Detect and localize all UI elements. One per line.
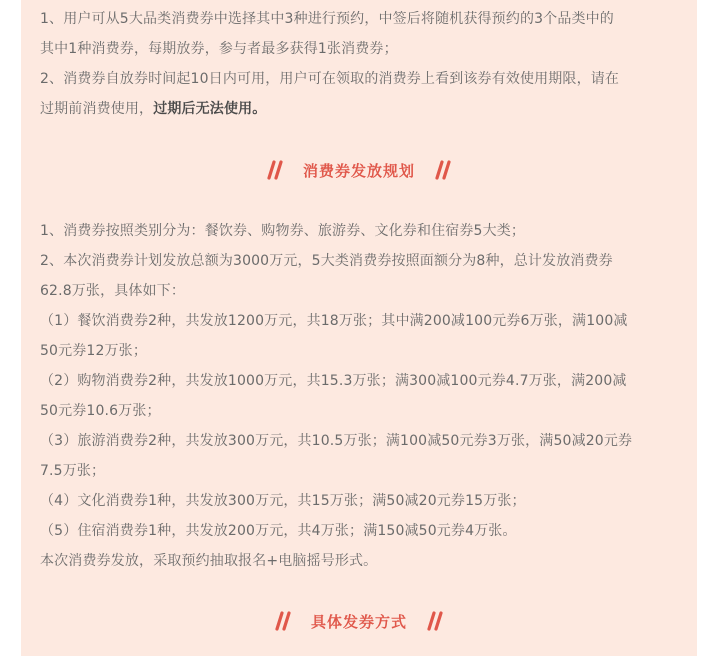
text-line: 2、消费券自放券时间起10日内可用，用户可在领取的消费券上看到该券有效使用期限，请在	[40, 71, 620, 87]
text-line: （3）旅游消费券2种，共发放300万元，共10.5万张；满100减50元券3万张，满50减20元券	[40, 433, 633, 449]
section-title: 消费券发放规划	[302, 161, 415, 180]
text-line: （4）文化消费券1种，共发放300万元，共15万张；满50减20元券15万张；	[40, 493, 526, 509]
text-line: 50元券12万张；	[40, 343, 147, 359]
double-slash-icon	[423, 611, 447, 631]
section-title: 具体发券方式	[310, 612, 407, 631]
text-line: （2）购物消费券2种，共发放1000万元，共15.3万张；满300减100元券4.7万张，满200减	[40, 373, 627, 389]
text-line: 1、用户可从5大品类消费券中选择其中3种进行预约，中签后将随机获得预约的3个品类中的	[40, 11, 614, 27]
text-line: 7.5万张；	[40, 463, 106, 479]
text-line: （1）餐饮消费券2种，共发放1200万元，共18万张；其中满200减100元券6万张，满100减	[40, 313, 628, 329]
text-line: 62.8万张，具体如下：	[40, 283, 185, 299]
double-slash-icon	[431, 160, 455, 180]
text-line: （5）住宿消费券1种，共发放200万元，共4万张；满150减50元券4万张。	[40, 523, 517, 539]
intro-text	[40, 4, 690, 124]
text-line: 其中1种消费券，每期放券，参与者最多获得1张消费券；	[40, 41, 398, 57]
text-line: 1、消费券按照类别分为：餐饮券、购物券、旅游券、文化券和住宿券5大类；	[40, 223, 526, 239]
text-line	[40, 94, 690, 124]
text-line: 2、本次消费券计划发放总额为3000万元，5大类消费券按照面额分为8种，总计发放消费券	[40, 253, 613, 269]
double-slash-icon	[271, 611, 295, 631]
text-line: 本次消费券发放，采取预约抽取报名+电脑摇号形式。	[40, 553, 378, 569]
section-heading-plan	[21, 155, 697, 185]
double-slash-icon	[263, 160, 287, 180]
plan-text	[40, 216, 690, 576]
text-line: 50元券10.6万张；	[40, 403, 161, 419]
section-heading-method	[21, 606, 697, 636]
emphasis-text: 过期后无法使用。	[153, 101, 267, 117]
text-segment: 过期前消费使用，	[40, 101, 154, 117]
